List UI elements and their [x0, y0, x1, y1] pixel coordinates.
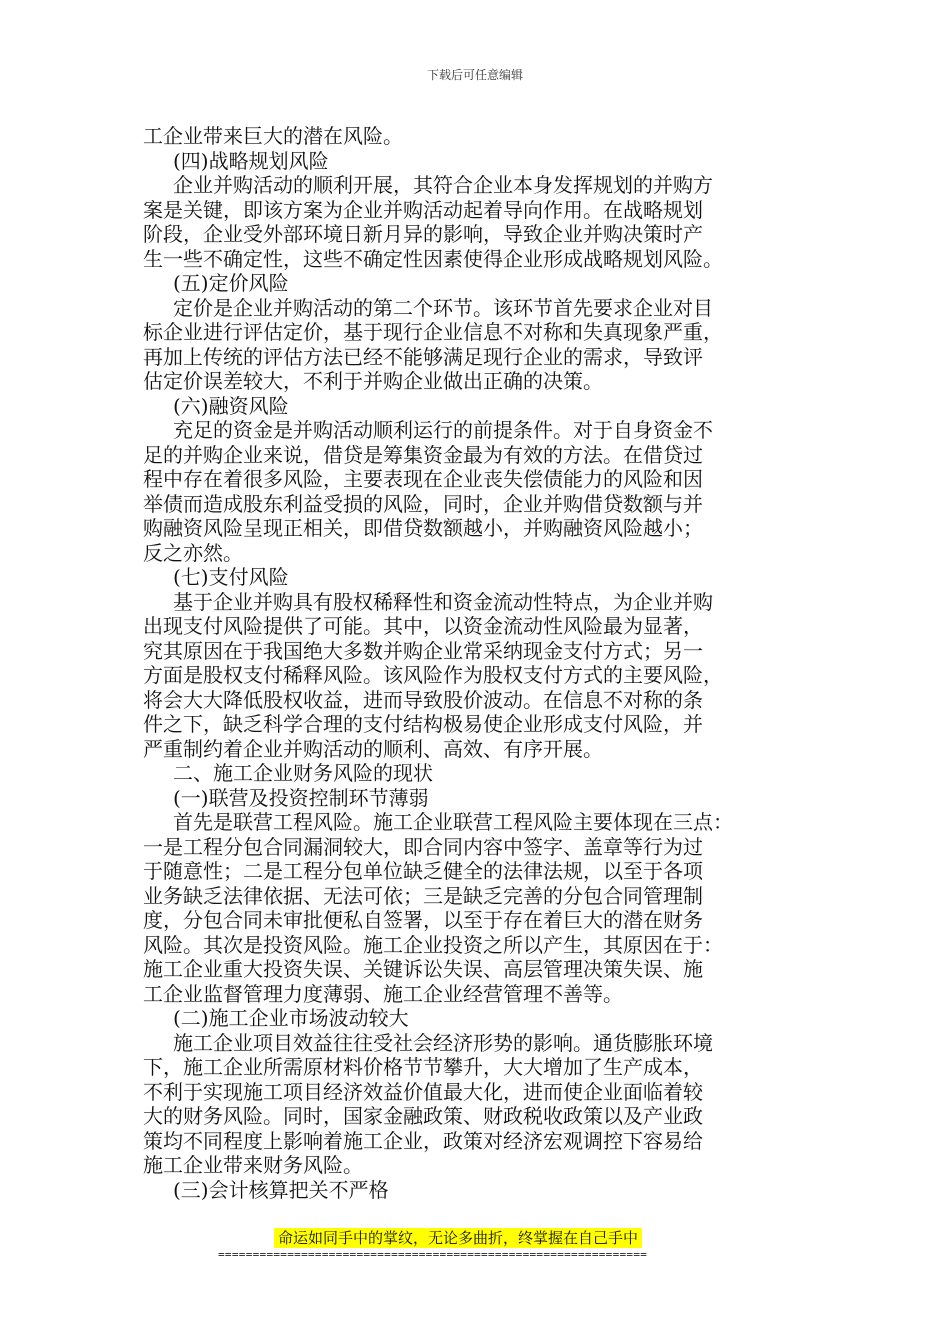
text-line: 出现支付风险提供了可能。其中，以资金流动性风险最为显著， [143, 614, 703, 638]
text-line: (三)会计核算把关不严格 [173, 1177, 389, 1202]
text-line: 究其原因在于我国绝大多数并购企业常采纳现金支付方式；另一 [143, 638, 703, 663]
text-line: 阶段，企业受外部环境日新月异的影响，导致企业并购决策时产 [143, 222, 703, 246]
text-line: 件之下，缺乏科学合理的支付结构极易使企业形成支付风险，并 [143, 712, 703, 736]
text-line: 基于企业并购具有股权稀释性和资金流动性特点，为企业并购 [173, 589, 713, 614]
footer-divider: ============================================================== [218, 1248, 648, 1261]
text-line: 反之亦然。 [143, 540, 243, 565]
text-line: 案是关键，即该方案为企业并购活动起着导向作用。在战略规划 [143, 197, 703, 222]
text-line: 举债而造成股东利益受损的风险，同时，企业并购借贷数额与并 [143, 491, 703, 516]
text-line: 风险。其次是投资风险。施工企业投资之所以产生，其原因在于： [143, 932, 723, 957]
text-line: (一)联营及投资控制环节薄弱 [173, 785, 429, 810]
text-line: 施工企业重大投资失误、关键诉讼失误、高层管理决策失误、施 [143, 957, 703, 981]
text-line: 工企业监督管理力度薄弱、施工企业经营管理不善等。 [143, 981, 623, 1006]
text-line: 严重制约着企业并购活动的顺利、高效、有序开展。 [143, 736, 603, 761]
text-line: 大的财务风险。同时，国家金融政策、财政税收政策以及产业政 [143, 1104, 703, 1128]
text-line: 二、施工企业财务风险的现状 [173, 761, 433, 785]
text-line: 生一些不确定性，这些不确定性因素使得企业形成战略规划风险。 [143, 246, 723, 271]
text-line: (七)支付风险 [173, 565, 289, 589]
footer-motto: 命运如同手中的掌纹，无论多曲折，终掌握在自己手中 [274, 1228, 642, 1248]
text-line: 于随意性；二是工程分包单位缺乏健全的法律法规，以至于各项 [143, 859, 703, 883]
text-line: 定价是企业并购活动的第二个环节。该环节首先要求企业对目 [173, 295, 713, 320]
text-line: 业务缺乏法律依据、无法可依；三是缺乏完善的分包合同管理制 [143, 883, 703, 908]
text-line: 施工企业项目效益往往受社会经济形势的影响。通货膨胀环境 [173, 1030, 713, 1055]
text-line: 购融资风险呈现正相关，即借贷数额越小，并购融资风险越小； [143, 516, 703, 540]
text-line: 下，施工企业所需原材料价格节节攀升，大大增加了生产成本， [143, 1055, 703, 1079]
text-line: 再加上传统的评估方法已经不能够满足现行企业的需求，导致评 [143, 344, 703, 369]
text-line: 将会大大降低股权收益，进而导致股价波动。在信息不对称的条 [143, 687, 703, 712]
text-line: (四)战略规划风险 [173, 148, 329, 173]
text-line: (六)融资风险 [173, 393, 289, 418]
text-line: 首先是联营工程风险。施工企业联营工程风险主要体现在三点： [173, 810, 733, 834]
text-line: 度，分包合同未审批便私自签署，以至于存在着巨大的潜在财务 [143, 908, 703, 932]
text-line: 估定价误差较大，不利于并购企业做出正确的决策。 [143, 369, 603, 393]
text-line: 标企业进行评估定价，基于现行企业信息不对称和失真现象严重， [143, 320, 723, 344]
text-line: (五)定价风险 [173, 271, 289, 295]
text-line: 不利于实现施工项目经济效益价值最大化，进而使企业面临着较 [143, 1079, 703, 1104]
text-line: 充足的资金是并购活动顺利运行的前提条件。对于自身资金不 [173, 418, 713, 442]
text-line: 施工企业带来财务风险。 [143, 1153, 363, 1177]
header-note: 下载后可任意编辑 [426, 68, 523, 82]
text-line: 方面是股权支付稀释风险。该风险作为股权支付方式的主要风险， [143, 663, 723, 687]
document-body [143, 124, 779, 1202]
text-line: 一是工程分包合同漏洞较大，即合同内容中签字、盖章等行为过 [143, 834, 703, 859]
text-line: 企业并购活动的顺利开展，其符合企业本身发挥规划的并购方 [173, 173, 713, 197]
text-line: 策均不同程度上影响着施工企业，政策对经济宏观调控下容易给 [143, 1128, 703, 1153]
text-line: 程中存在着很多风险，主要表现在企业丧失偿债能力的风险和因 [143, 467, 703, 491]
text-line: 工企业带来巨大的潜在风险。 [143, 124, 403, 148]
text-line: 足的并购企业来说，借贷是筹集资金最为有效的方法。在借贷过 [143, 442, 703, 467]
text-line: (二)施工企业市场波动较大 [173, 1006, 409, 1030]
